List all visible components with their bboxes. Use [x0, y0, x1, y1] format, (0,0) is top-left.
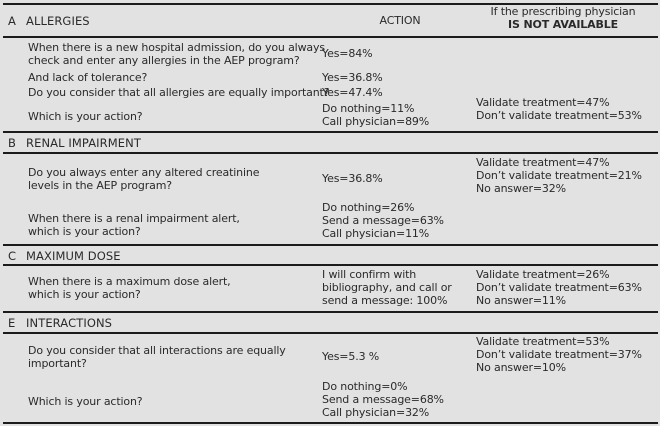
action-a2: Yes=36.8%	[322, 71, 383, 84]
section-b-title-rule	[3, 152, 658, 154]
question-e1: Do you consider that all interactions are equally important?	[28, 344, 286, 370]
column-header-unavailable: If the prescribing physician IS NOT AVAILABLE	[490, 5, 636, 31]
question-c1: When there is a maximum dose alert, which is your action?	[28, 275, 231, 301]
section-b-end-rule	[3, 244, 658, 246]
question-b2: When there is a renal impairment alert, which is your action?	[28, 212, 240, 238]
action-e1: Yes=5.3 %	[322, 350, 380, 363]
column-header-action: ACTION	[379, 14, 421, 27]
action-a3: Yes=47.4%	[322, 86, 383, 99]
action-b1: Yes=36.8%	[322, 172, 383, 185]
question-a4: Which is your action?	[28, 110, 143, 123]
action-a4: Do nothing=11% Call physician=89%	[322, 102, 430, 128]
question-e2: Which is your action?	[28, 395, 143, 408]
unavailable-a4: Validate treatment=47% Don’t validate treatment=53%	[476, 96, 642, 122]
section-title-a: A ALLERGIES	[8, 14, 90, 28]
section-c-end-rule	[3, 311, 658, 313]
action-b2: Do nothing=26% Send a message=63% Call physician=11%	[322, 201, 444, 240]
question-a1: When there is a new hospital admission, do you always check and enter any allergies in the AEP program?	[28, 41, 325, 67]
section-e-title-rule	[3, 332, 658, 334]
section-a-end-rule	[3, 131, 658, 133]
action-c1: I will confirm with bibliography, and call or send a message: 100%	[322, 268, 452, 307]
question-a3: Do you consider that all allergies are equally important?	[28, 86, 330, 99]
section-title-e: E INTERACTIONS	[8, 316, 113, 330]
action-a1: Yes=84%	[322, 47, 373, 60]
table-bottom-rule	[3, 422, 658, 424]
section-c-title-rule	[3, 264, 658, 266]
unavailable-e1: Validate treatment=53% Don’t validate treatment=37% No answer=10%	[476, 335, 642, 374]
section-title-c: C MAXIMUM DOSE	[8, 249, 121, 263]
question-b1: Do you always enter any altered creatinine levels in the AEP program?	[28, 166, 260, 192]
action-e2: Do nothing=0% Send a message=68% Call physician=32%	[322, 380, 444, 419]
header-rule	[3, 36, 658, 38]
section-title-b: B RENAL IMPAIRMENT	[8, 136, 141, 150]
unavailable-b1: Validate treatment=47% Don’t validate treatment=21% No answer=32%	[476, 156, 642, 195]
question-a2: And lack of tolerance?	[28, 71, 148, 84]
unavailable-c1: Validate treatment=26% Don’t validate treatment=63% No answer=11%	[476, 268, 642, 307]
